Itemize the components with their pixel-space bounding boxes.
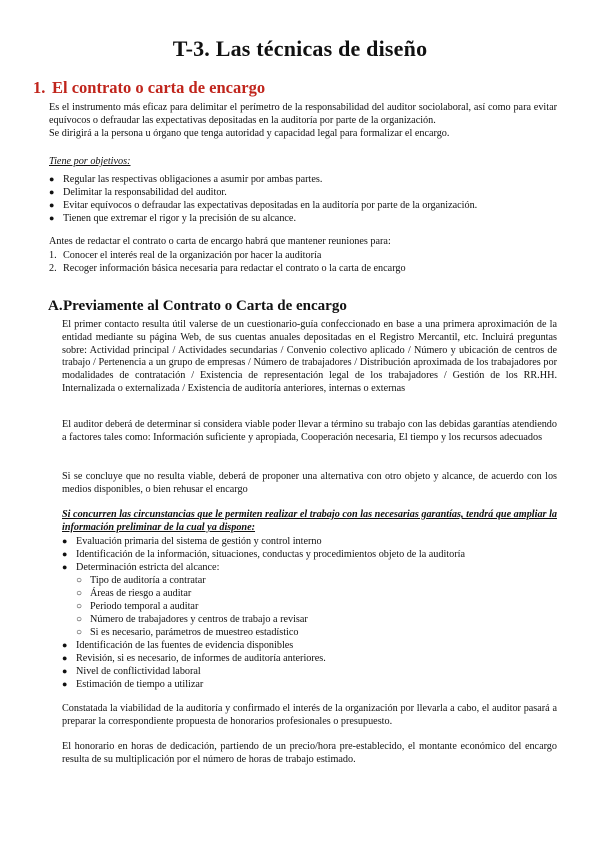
bullet-icon: ● [62, 640, 68, 650]
list-item: ● Estimación de tiempo a utilizar [62, 679, 204, 690]
circle-bullet-icon: ○ [76, 627, 83, 638]
list-item: ● Evaluación primaria del sistema de gestión y control interno [62, 536, 322, 547]
list-item: ● Nivel de conflictividad laboral [62, 666, 201, 677]
list-item: ○ Si es necesario, parámetros de muestreo estadístico [76, 627, 299, 638]
condition-statement [62, 509, 557, 535]
objectives-list [49, 173, 557, 225]
section-a-paragraph-3: Si se concluye que no resulta viable, deberá de proponer una alternativa con otro objeto y alcance, de acuerdo con los medios disponibles, o bien rehusar el encargo [62, 471, 557, 495]
circle-bullet-icon: ○ [76, 588, 83, 599]
section-a-paragraph-2: El auditor deberá de determinar si considera viable poder llevar a término su trabajo con las debidas garantías atendiendo a factores tales como: Información suficiente y apropiada, Cooperación necesaria, El tiempo y los recursos adecuados [62, 419, 557, 443]
list-item: 1. Conocer el interés real de la organización por hacer la auditoría [49, 250, 322, 261]
bullet-icon: ● [62, 562, 68, 572]
preliminary-list-bottom [62, 639, 557, 691]
bullet-icon: ● [49, 200, 55, 210]
meetings-intro: Antes de redactar el contrato o carta de encargo habrá que mantener reuniones para: [49, 236, 391, 247]
section-a-paragraph-1: El primer contacto resulta útil valerse de un cuestionario-guía confeccionado en base a una primera aproximación de la entidad mediante su página Web, de sus cuentas anuales depositadas en el Registro Mercantil, etc. Incluirá preguntas sobre: Actividad principal / Actividades secundarias / Convenio colectivo aplicado / Número y ubicación de centros de trabajo / Pertenencia a un grupo de empresas / Número de trabajadores / Distribución aproximada de los trabajadores por modalidades de contratación / Existencia de representación legal de los trabajadores / Gestión de los RR.HH. Internalizada o externalizada / Existencia de auditoría anteriores, internas o externas [62, 319, 557, 394]
bullet-icon: ● [62, 666, 68, 676]
list-item: ● Delimitar la responsabilidad del auditor. [49, 187, 227, 198]
list-item: ● Identificación de las fuentes de evidencia disponibles [62, 640, 294, 651]
scope-sublist [76, 574, 557, 639]
list-item: ● Tienen que extremar el rigor y la precisión de su alcance. [49, 213, 296, 224]
list-item: ● Determinación estricta del alcance: [62, 562, 220, 573]
preliminary-info-list [62, 535, 557, 691]
list-item: ● Evitar equívocos o defraudar las expectativas depositadas en la auditoría por parte de la organización. [49, 200, 478, 211]
bullet-icon: ● [62, 653, 68, 663]
page-title: T-3. Las técnicas de diseño [172, 36, 428, 61]
section-1-heading [33, 78, 265, 98]
list-item: 2. Recoger información básica necesaria para redactar el contrato o la carta de encargo [49, 263, 406, 274]
list-item: ○ Número de trabajadores y centros de trabajo a revisar [76, 614, 308, 625]
bullet-icon: ● [49, 213, 55, 223]
section-a-title: Previamente al Contrato o Carta de encargo [63, 298, 347, 314]
section-1-title: El contrato o carta de encargo [52, 78, 266, 97]
bullet-icon: ● [49, 187, 55, 197]
circle-bullet-icon: ○ [76, 601, 83, 612]
intro-paragraph-2: Se dirigirá a la persona u órgano que tenga autoridad y capacidad legal para formalizar el encargo. [49, 127, 450, 139]
list-item: ○ Tipo de auditoría a contratar [76, 575, 206, 586]
section-1-intro [49, 102, 557, 140]
section-a-letter: A. [48, 298, 63, 314]
intro-paragraph-1: Es el instrumento más eficaz para delimitar el perímetro de la responsabilidad del auditor sociolaboral, así como para evitar equívocos o defraudar las expectativas depositadas en la auditoría por parte de la organización. [49, 102, 557, 126]
section-a-heading [48, 298, 347, 315]
circle-bullet-icon: ○ [76, 575, 83, 586]
list-item: ● Identificación de la información, situaciones, conductas y procedimientos objeto de la auditoría [62, 549, 465, 560]
list-item: ○ Áreas de riesgo a auditar [76, 588, 192, 599]
list-item: ● Revisión, si es necesario, de informes de auditoría anteriores. [62, 653, 326, 664]
condition-text: Si concurren las circunstancias que le permiten realizar el trabajo con las necesarias garantías, tendrá que ampliar la información preliminar de la cual ya dispone: [62, 509, 557, 533]
section-a-paragraph-4: Constatada la viabilidad de la auditoría y confirmado el interés de la organización por llevarla a cabo, el auditor pasará a preparar la correspondiente propuesta de honorarios profesionales o presupuesto. [62, 703, 557, 727]
list-item: ● Regular las respectivas obligaciones a asumir por ambas partes. [49, 174, 323, 185]
list-item: ○ Periodo temporal a auditar [76, 601, 199, 612]
bullet-icon: ● [62, 679, 68, 689]
bullet-icon: ● [62, 536, 68, 546]
objectives-label [49, 156, 557, 169]
meetings-list [49, 249, 557, 275]
section-a-paragraph-5: El honorario en horas de dedicación, partiendo de un precio/hora pre-establecido, el montante económico del encargo resulta de su multiplicación por el número de horas de trabajo estimado. [62, 741, 557, 765]
preliminary-list-top [62, 535, 557, 574]
objectives-label-text: Tiene por objetivos: [49, 156, 131, 167]
section-1-number: 1. [33, 78, 46, 97]
circle-bullet-icon: ○ [76, 614, 83, 625]
bullet-icon: ● [62, 549, 68, 559]
bullet-icon: ● [49, 174, 55, 184]
